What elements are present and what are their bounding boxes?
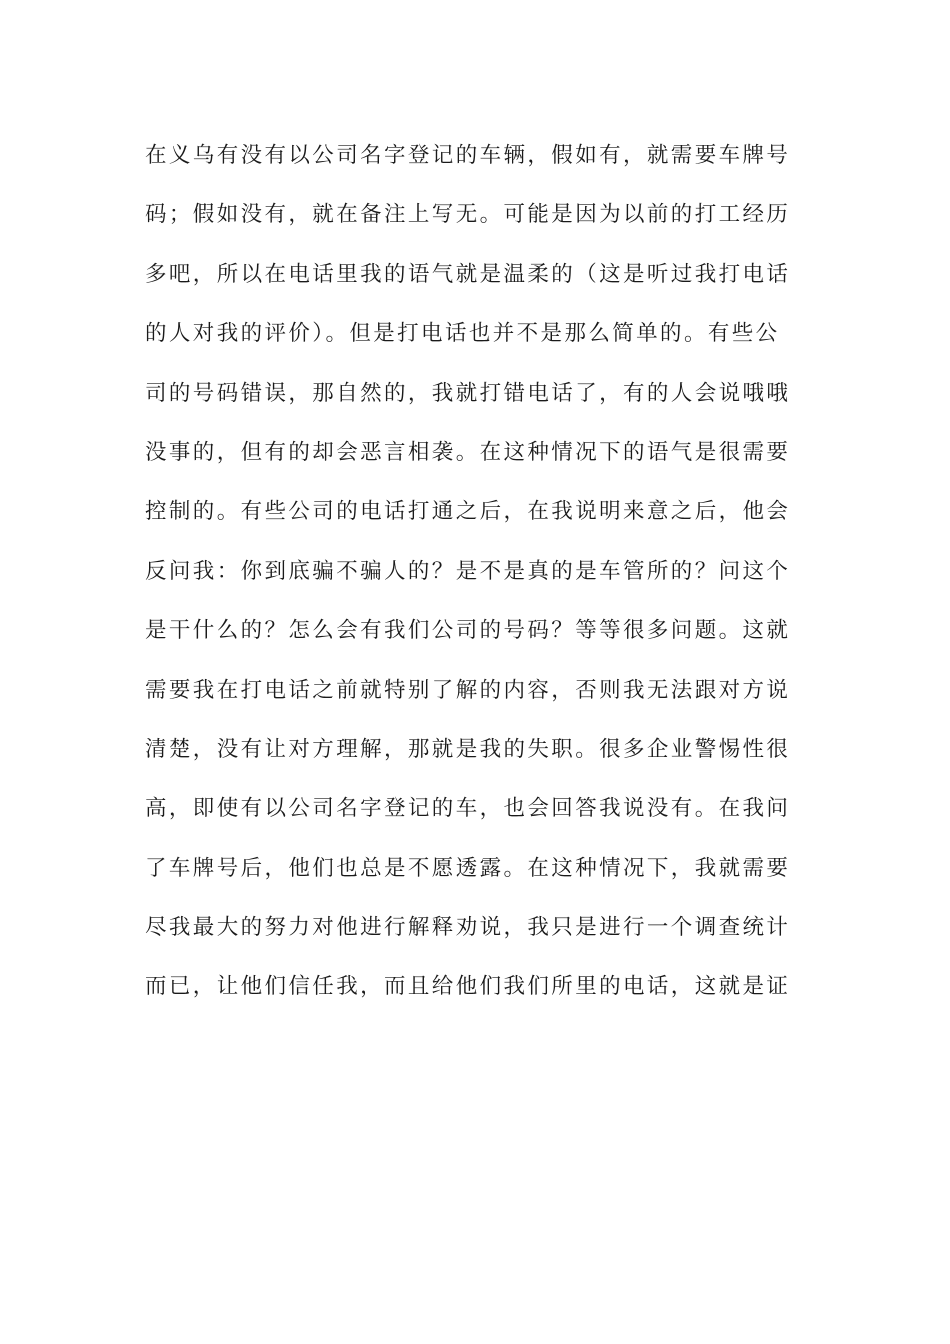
text-line: 没事的，但有的却会恶言相袭。在这种情况下的语气是很需要 — [145, 439, 791, 465]
text-line: 多吧，所以在电话里我的语气就是温柔的（这是听过我打电话 — [145, 261, 791, 287]
text-line: 反问我：你到底骗不骗人的？是不是真的是车管所的？问这个 — [145, 558, 791, 584]
text-line: 尽我最大的努力对他进行解释劝说，我只是进行一个调查统计 — [145, 915, 791, 941]
body-paragraph — [145, 126, 815, 1017]
text-line: 需要我在打电话之前就特别了解的内容，否则我无法跟对方说 — [145, 677, 791, 703]
text-line: 控制的。有些公司的电话打通之后，在我说明来意之后，他会 — [145, 499, 791, 525]
text-line: 码；假如没有，就在备注上写无。可能是因为以前的打工经历 — [145, 202, 791, 228]
text-line: 司的号码错误，那自然的，我就打错电话了，有的人会说哦哦 — [145, 380, 791, 406]
text-line: 高，即使有以公司名字登记的车，也会回答我说没有。在我问 — [145, 796, 791, 822]
text-line: 而已，让他们信任我，而且给他们我们所里的电话，这就是证 — [145, 974, 791, 1000]
text-line: 了车牌号后，他们也总是不愿透露。在这种情况下，我就需要 — [145, 855, 791, 881]
text-line: 是干什么的？怎么会有我们公司的号码？等等很多问题。这就 — [145, 618, 791, 644]
text-line: 在义乌有没有以公司名字登记的车辆，假如有，就需要车牌号 — [145, 143, 791, 168]
text-line: 清楚，没有让对方理解，那就是我的失职。很多企业警惕性很 — [145, 736, 791, 762]
text-line: 的人对我的评价）。但是打电话也并不是那么简单的。有些公 — [145, 321, 780, 347]
